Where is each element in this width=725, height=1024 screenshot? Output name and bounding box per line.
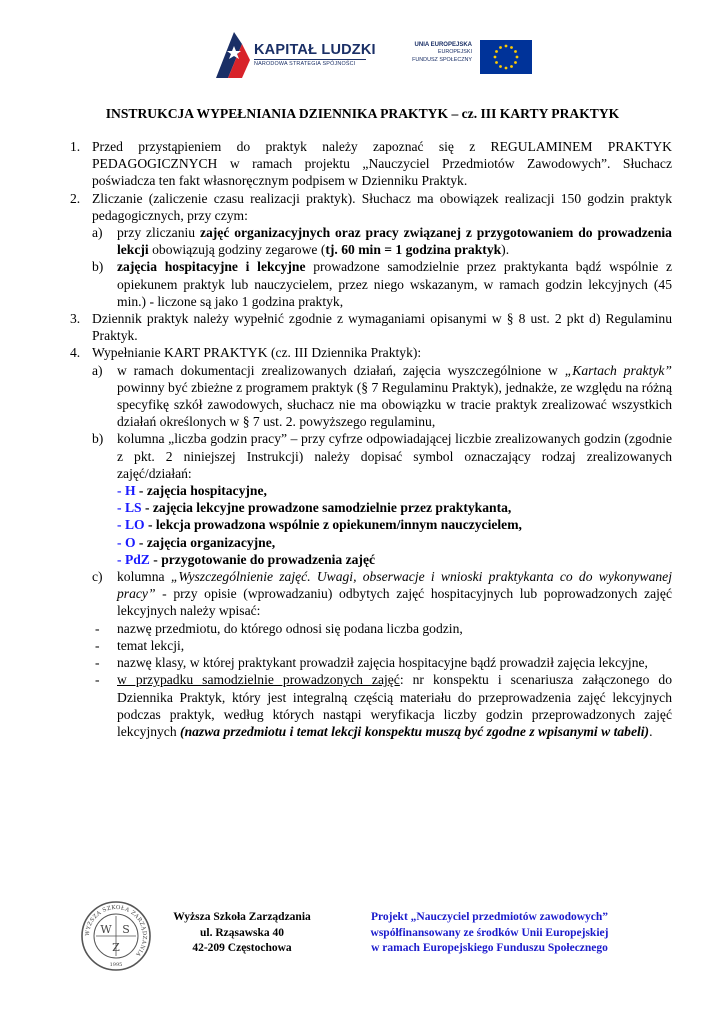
eu-logo [412,40,532,72]
sub-item-bold: zajęcia hospitacyjne i lekcyjne [117,259,306,275]
code-symbol: O [124,534,136,550]
code-symbol: PdZ [124,551,150,567]
code-description: - zajęcia hospitacyjne, [135,483,267,499]
code-dash: - [117,551,125,567]
sub-item-text: powinny być zbieżne z programem praktyk (§ 7 Regulaminu Praktyk), jednakże, ze względu na różną specyfikę szkół zawodowych, słuchacz nie ma obowiązku w tracie praktyk zrealizować wszystkich działań określonych w § 7 ust. 2. powyższego regulaminu, [117,379,672,430]
sub-item-text: prowadzone samodzielnie przez praktykanta bądź wspólnie z opiekunem praktyk lub nauczycielem, przez niego wskazanym, w ramach godzin lekcyjnych (45 min.) - liczone są jako 1 godzina praktyk, [117,259,672,309]
sub-item-label: a) [92,225,103,241]
project-funding: współfinansowany ze środków Unii Europejskiej [370,926,609,939]
sub-item-text: ). [501,242,510,258]
sub-item-2a [92,224,672,258]
dash-marker: - [95,655,100,671]
code-description: - przygotowanie do prowadzenia zajęć [149,551,376,567]
dash-item-text: nazwę klasy, w której praktykant prowadził zajęcia hospitacyjne bądź prowadził zajęcia lekcyjne, [117,655,648,671]
dash-item-topic [70,637,672,654]
seal-year: 1995 [109,962,123,968]
seal-letter: W [100,923,112,936]
sub-item-text: obowiązują godziny zegarowe ( [148,242,326,258]
sub-item-text: kolumna [117,569,171,585]
list-item-1 [70,138,672,190]
sub-item-text: przy zliczaniu [117,225,200,241]
sub-item-italic: „Kartach praktyk” [564,362,672,378]
code-line-ls [92,499,672,516]
dash-marker: - [95,672,100,688]
school-name: Wyższa Szkoła Zarządzania [173,911,311,923]
project-name: Projekt „Nauczyciel przedmiotów zawodowych” [370,911,609,923]
eu-line-1: UNIA EUROPEJSKA [414,42,472,48]
code-symbol: H [124,483,136,499]
page-footer [0,900,725,980]
dash-item-subject [70,620,672,637]
item-number: 1. [70,139,81,154]
sub-item-text: w ramach dokumentacji zrealizowanych działań, zajęcia wyszczególnione w [117,362,565,378]
item-text: Przed przystąpieniem do praktyk należy zapoznać się z REGULAMINEM PRAKTYK PEDAGOGICZNYCH w ramach projektu „Nauczyciel Przedmiotów Zawodowych”. Słuchacz poświadcza ten fakt własnoręcznym podpisem w Dzienniku Praktyk. [92,139,672,189]
code-line-o [92,534,672,551]
sub-item-4b [92,430,672,482]
dash-item-bold-italic: (nazwa przedmiotu i temat lekcji konspektu muszą być zgodne z wpisanymi w tabeli) [180,723,650,739]
dash-item-text: : nr konspektu i scenariusza załączonego do Dziennika Praktyk, który jest integralną częścią materiału do przeprowadzenia zajęć lekcyjnych podczas praktyk, według których nastąpi weryfikacja liczby godzin przeprowadzonych zajęć lekcyjnych [117,672,672,739]
dash-marker: - [95,637,100,653]
code-description: - zajęcia organizacyjne, [135,534,276,550]
list-item-2 [70,190,672,310]
sub-item-label: b) [92,431,104,447]
sub-item-4c [92,568,672,620]
list-item-4 [70,344,672,619]
dash-item-text: temat lekcji, [117,637,185,653]
sub-item-2b [92,258,672,310]
code-symbol: LO [124,517,145,533]
item-text: Wypełnianie KART PRAKTYK (cz. III Dziennika Praktyk): [92,345,422,361]
code-dash: - [117,534,125,550]
sub-item-text: - przy opisie (wprowadzaniu) odbytych zajęć hospitacyjnych lub poprowadzonych zajęć lekcyjnych należy wpisać: [117,586,672,619]
code-description: - zajęcia lekcyjne prowadzone samodzielnie przez praktykanta, [141,500,512,516]
code-dash: - [117,500,125,516]
project-info [352,910,627,957]
item-number: 2. [70,190,81,206]
kapital-ludzki-title: KAPITAŁ LUDZKI [254,42,376,58]
sub-item-label: c) [92,569,103,585]
dash-item-text: nazwę przedmiotu, do którego odnosi się podana liczba godzin, [117,620,463,636]
kapital-ludzki-logo [212,30,376,80]
project-fund-source: w ramach Europejskiego Funduszu Społecznego [371,942,608,954]
university-seal-icon [80,900,152,972]
sub-item-bold: tj. 60 min = 1 godzina praktyk [325,242,502,258]
code-line-pdz [92,551,672,568]
code-description: - lekcja prowadzona wspólnie z opiekunem/innym nauczycielem, [144,517,522,533]
code-line-lo [92,516,672,533]
sub-item-bold: zajęć organizacyjnych oraz pracy związanej z przygotowaniem do prowadzenia lekcji [117,225,672,258]
sub-item-label: a) [92,362,103,378]
dash-item-text: . [649,723,653,739]
dash-item-class [70,654,672,671]
item-number: 3. [70,311,81,327]
kapital-ludzki-emblem-icon [212,30,252,80]
eu-line-3: FUNDUSZ SPOŁECZNY [412,56,472,63]
code-dash: - [117,517,125,533]
seal-letter: S [122,923,130,936]
eu-logo-text [412,42,472,64]
sub-item-italic: „Wyszczególnienie zajęć. Uwagi, obserwacje i wnioski praktykanta co do wykonywanej pracy” [117,569,672,602]
school-street: ul. Rząsawska 40 [199,926,285,939]
code-dash: - [117,483,125,499]
sub-item-4a [92,362,672,431]
code-line-h [92,482,672,499]
seal-arc-text: WYŻSZA SZKOŁA ZARZĄDZANIA [84,904,148,958]
dash-item-underlined: w przypadku samodzielnie prowadzonych zajęć [117,672,400,688]
list-item-3 [70,310,672,344]
dash-marker: - [95,620,100,636]
instructions-body [70,138,672,740]
code-symbol: LS [124,500,142,516]
school-city: 42-209 Częstochowa [192,942,292,954]
seal-letter: Z [112,941,120,954]
kapital-ludzki-subtitle: NARODOWA STRATEGIA SPÓJNOŚCI [254,61,356,67]
logo-divider [254,59,366,60]
sub-item-text: kolumna „liczba godzin pracy” – przy cyfrze odpowiadającej liczbie zrealizowanych godzin (zgodnie z pkt. 2 niniejszej Instrukcji) należy dopisać symbol oznaczający rodzaj zrealizowanych zajęć/działań: [117,431,672,481]
document-title: INSTRUKCJA WYPEŁNIANIA DZIENNIKA PRAKTYK – cz. III KARTY PRAKTYK [105,106,620,121]
header-logos [0,28,725,88]
item-text: Zliczanie (zaliczenie czasu realizacji praktyk). Słuchacz ma obowiązek realizacji 150 godzin praktyk pedagogicznych, przy czym: [92,190,672,223]
dash-item-self-led [70,671,672,740]
eu-line-2: EUROPEJSKI [437,49,472,56]
item-text: Dziennik praktyk należy wypełnić zgodnie z wymaganiami opisanymi w § 8 ust. 2 pkt d) Regulaminu Praktyk. [92,311,672,344]
item-number: 4. [70,345,81,361]
school-address [162,910,322,957]
eu-flag-icon [480,40,532,74]
sub-item-label: b) [92,259,104,275]
